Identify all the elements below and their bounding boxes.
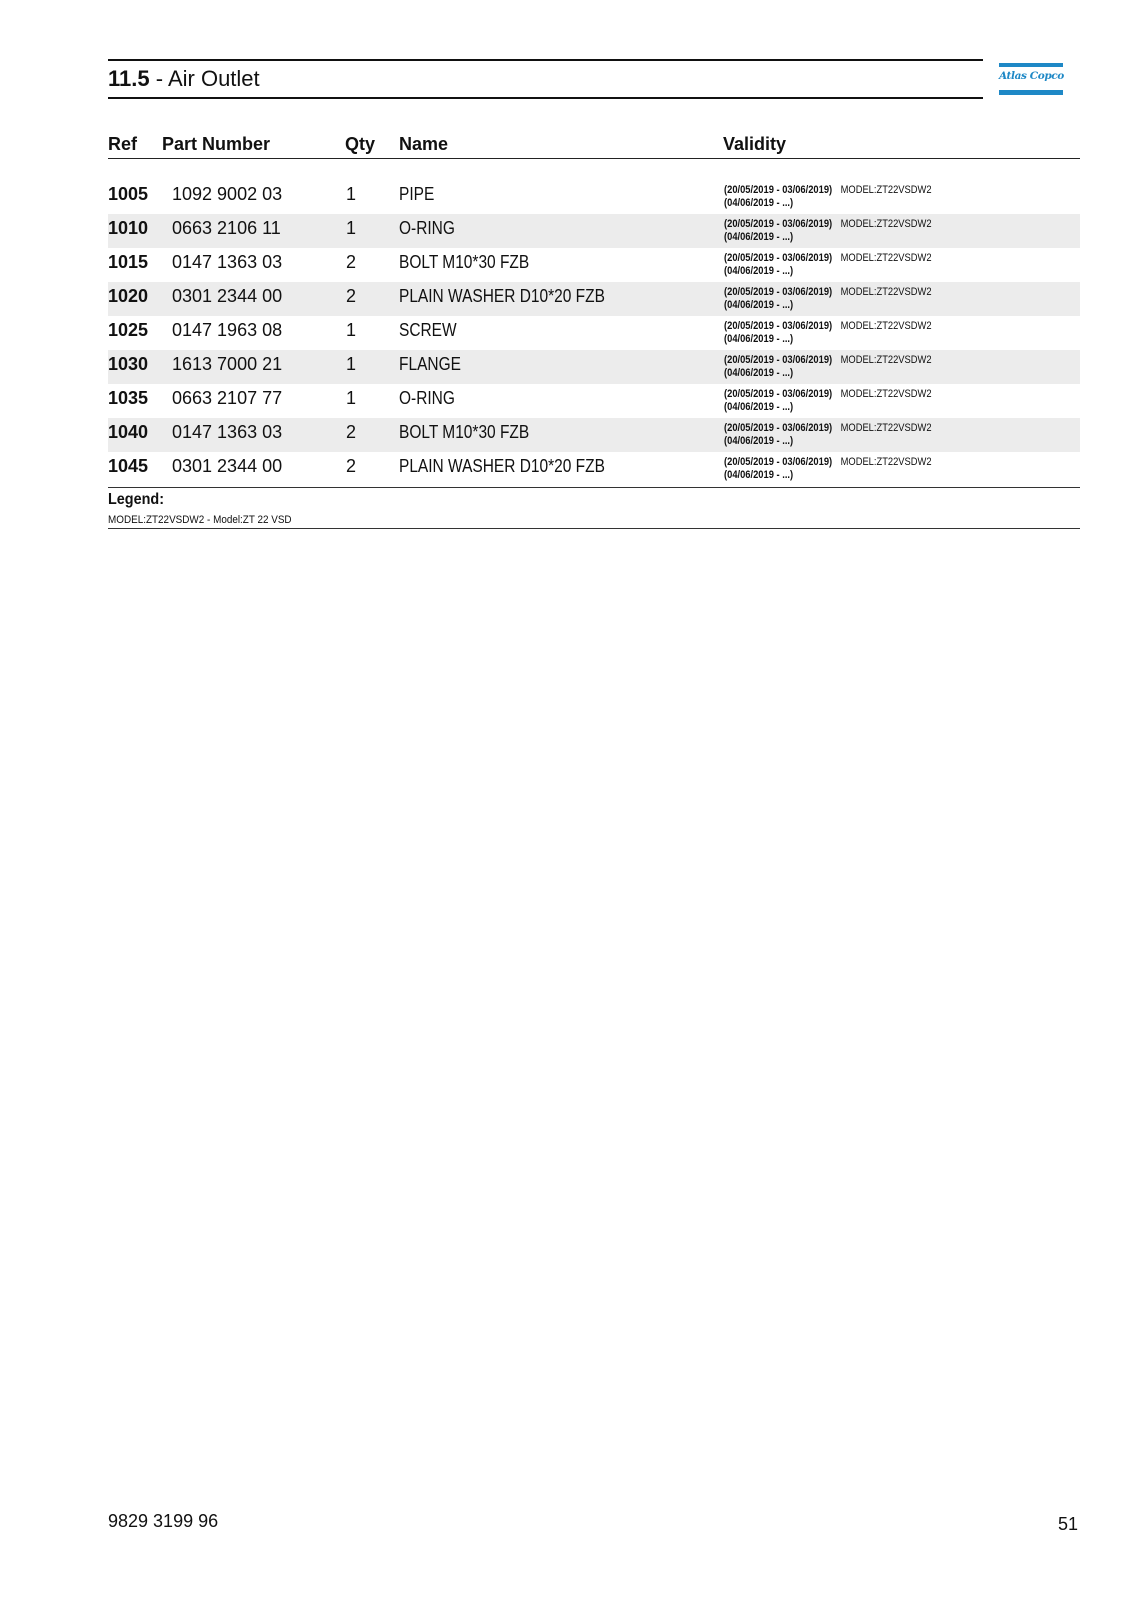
part-number-cell: 1613 7000 21 xyxy=(172,354,283,374)
validity-line xyxy=(724,388,932,401)
validity-next-range: (04/06/2019 - ...) xyxy=(724,299,794,311)
validity-next-range: (04/06/2019 - ...) xyxy=(724,469,794,481)
name-cell: PLAIN WASHER D10*20 FZB xyxy=(399,286,605,306)
ref-cell: 1010 xyxy=(108,218,149,238)
validity-cell xyxy=(724,218,932,244)
validity-range: (20/05/2019 - 03/06/2019) xyxy=(724,456,833,468)
section-separator: - xyxy=(149,66,168,91)
logo-stripe-top xyxy=(999,63,1063,67)
part-number-cell: 0147 1363 03 xyxy=(172,422,283,442)
section-header xyxy=(108,59,983,99)
table-row xyxy=(108,418,1080,452)
validity-cell xyxy=(724,388,932,414)
validity-range: (20/05/2019 - 03/06/2019) xyxy=(724,252,833,264)
qty-cell: 1 xyxy=(346,320,357,340)
validity-cell xyxy=(724,252,932,278)
name-cell: BOLT M10*30 FZB xyxy=(399,422,530,442)
document-number: 9829 3199 96 xyxy=(108,1511,219,1531)
ref-cell: 1020 xyxy=(108,286,149,306)
validity-cell xyxy=(724,456,932,482)
validity-next-range: (04/06/2019 - ...) xyxy=(724,197,794,209)
ref-cell: 1040 xyxy=(108,422,149,442)
table-row xyxy=(108,350,1080,384)
validity-range: (20/05/2019 - 03/06/2019) xyxy=(724,388,833,400)
table-row xyxy=(108,384,1080,418)
validity-next-range: (04/06/2019 - ...) xyxy=(724,231,794,243)
qty-cell: 2 xyxy=(346,456,357,476)
column-header-qty: Qty xyxy=(345,134,376,154)
qty-cell: 1 xyxy=(346,388,357,408)
validity-range: (20/05/2019 - 03/06/2019) xyxy=(724,320,833,332)
validity-range: (20/05/2019 - 03/06/2019) xyxy=(724,218,833,230)
atlas-copco-logo xyxy=(999,63,1063,95)
ref-cell: 1045 xyxy=(108,456,149,476)
name-cell: SCREW xyxy=(399,320,457,340)
legend-title: Legend: xyxy=(108,491,164,508)
table-row xyxy=(108,180,1080,214)
column-header-name: Name xyxy=(399,134,449,154)
part-number-cell: 1092 9002 03 xyxy=(172,184,283,204)
name-cell: PLAIN WASHER D10*20 FZB xyxy=(399,456,605,476)
validity-model: MODEL:ZT22VSDW2 xyxy=(840,320,932,332)
section-title-text: Air Outlet xyxy=(167,66,260,91)
validity-line xyxy=(724,286,932,299)
validity-model: MODEL:ZT22VSDW2 xyxy=(840,456,932,468)
ref-cell: 1005 xyxy=(108,184,149,204)
validity-line xyxy=(724,456,932,469)
validity-next-range: (04/06/2019 - ...) xyxy=(724,265,794,277)
logo-stripe-bottom xyxy=(999,90,1063,95)
validity-next-range: (04/06/2019 - ...) xyxy=(724,435,794,447)
validity-model: MODEL:ZT22VSDW2 xyxy=(840,286,932,298)
qty-cell: 1 xyxy=(346,218,357,238)
validity-line xyxy=(724,218,932,231)
validity-range: (20/05/2019 - 03/06/2019) xyxy=(724,422,833,434)
validity-line xyxy=(724,184,932,197)
validity-range: (20/05/2019 - 03/06/2019) xyxy=(724,184,833,196)
name-cell: FLANGE xyxy=(399,354,461,374)
validity-line xyxy=(724,354,932,367)
validity-next-range: (04/06/2019 - ...) xyxy=(724,401,794,413)
column-header-part-number: Part Number xyxy=(162,134,271,154)
section-number: 11.5 xyxy=(108,66,150,91)
part-number-cell: 0663 2107 77 xyxy=(172,388,283,408)
validity-line xyxy=(724,422,932,435)
validity-range: (20/05/2019 - 03/06/2019) xyxy=(724,354,833,366)
legend-divider xyxy=(108,528,1080,529)
validity-cell xyxy=(724,286,932,312)
part-number-cell: 0147 1963 08 xyxy=(172,320,283,340)
name-cell: BOLT M10*30 FZB xyxy=(399,252,530,272)
column-header-ref: Ref xyxy=(108,134,138,154)
qty-cell: 2 xyxy=(346,286,357,306)
ref-cell: 1035 xyxy=(108,388,149,408)
page-title xyxy=(108,66,260,92)
validity-cell xyxy=(724,422,932,448)
validity-cell xyxy=(724,320,932,346)
parts-table xyxy=(108,180,1080,486)
validity-cell xyxy=(724,184,932,210)
logo-wordmark: Atlas Copco xyxy=(999,70,1064,82)
table-row xyxy=(108,214,1080,248)
header-divider xyxy=(108,158,1080,159)
validity-model: MODEL:ZT22VSDW2 xyxy=(840,218,932,230)
qty-cell: 1 xyxy=(346,184,357,204)
validity-line xyxy=(724,320,932,333)
ref-cell: 1030 xyxy=(108,354,149,374)
legend-text: MODEL:ZT22VSDW2 - Model:ZT 22 VSD xyxy=(108,514,292,526)
validity-cell xyxy=(724,354,932,380)
validity-model: MODEL:ZT22VSDW2 xyxy=(840,422,932,434)
validity-next-range: (04/06/2019 - ...) xyxy=(724,333,794,345)
part-number-cell: 0663 2106 11 xyxy=(172,218,281,238)
part-number-cell: 0301 2344 00 xyxy=(172,456,283,476)
table-row xyxy=(108,452,1080,486)
qty-cell: 1 xyxy=(346,354,357,374)
validity-model: MODEL:ZT22VSDW2 xyxy=(840,184,932,196)
validity-range: (20/05/2019 - 03/06/2019) xyxy=(724,286,833,298)
table-row xyxy=(108,282,1080,316)
validity-model: MODEL:ZT22VSDW2 xyxy=(840,252,932,264)
table-row xyxy=(108,248,1080,282)
table-bottom-divider xyxy=(108,487,1080,488)
validity-model: MODEL:ZT22VSDW2 xyxy=(840,388,932,400)
qty-cell: 2 xyxy=(346,252,357,272)
name-cell: O-RING xyxy=(399,388,455,408)
part-number-cell: 0301 2344 00 xyxy=(172,286,283,306)
name-cell: O-RING xyxy=(399,218,455,238)
part-number-cell: 0147 1363 03 xyxy=(172,252,283,272)
validity-model: MODEL:ZT22VSDW2 xyxy=(840,354,932,366)
page-number: 51 xyxy=(1058,1514,1079,1534)
qty-cell: 2 xyxy=(346,422,357,442)
validity-next-range: (04/06/2019 - ...) xyxy=(724,367,794,379)
name-cell: PIPE xyxy=(399,184,435,204)
ref-cell: 1015 xyxy=(108,252,149,272)
ref-cell: 1025 xyxy=(108,320,149,340)
table-row xyxy=(108,316,1080,350)
validity-line xyxy=(724,252,932,265)
column-header-validity: Validity xyxy=(723,134,787,154)
